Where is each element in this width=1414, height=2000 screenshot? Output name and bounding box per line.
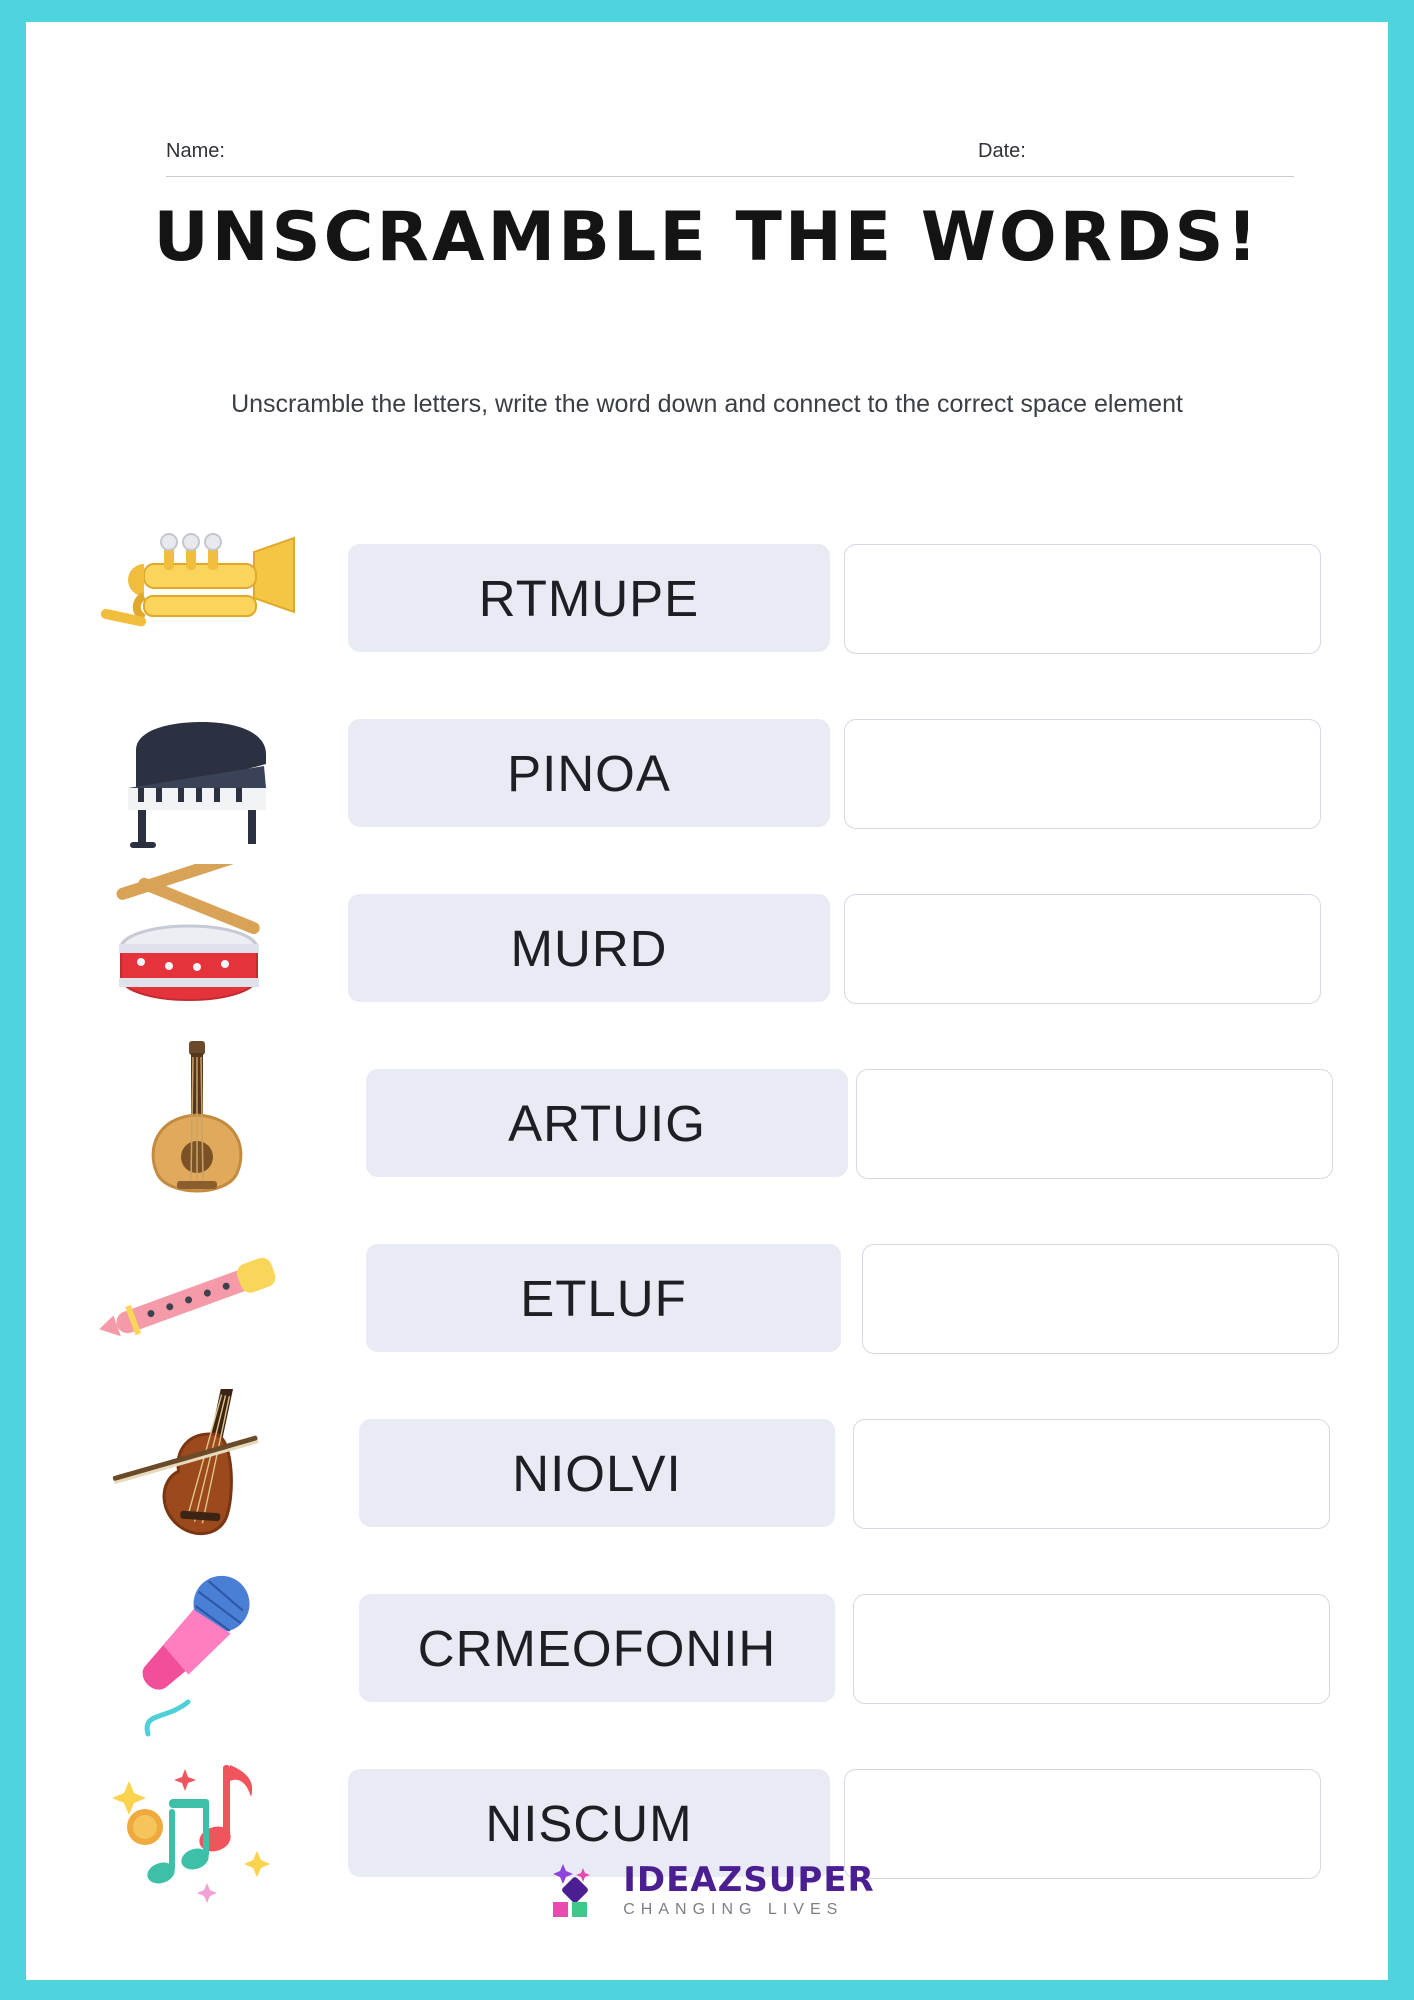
puzzle-row [26,1564,1388,1739]
scrambled-word-box [359,1419,835,1527]
footer-logo [26,1859,1388,1918]
scrambled-word: ETLUF [520,1269,687,1327]
scrambled-word: PINOA [507,744,671,802]
scrambled-word-box [359,1594,835,1702]
scrambled-word-box [366,1244,841,1352]
violin-icon [81,1389,311,1564]
page-subtitle: Unscramble the letters, write the word down and connect to the correct space element [231,390,1183,418]
piano-icon [81,689,311,864]
microphone-icon [81,1564,311,1739]
flute-icon [81,1214,311,1389]
page-title: UNSCRAMBLE THE WORDS! [153,198,1261,277]
trumpet-icon [81,514,311,689]
scrambled-word: MURD [510,919,668,977]
puzzle-row [26,1214,1388,1389]
answer-input[interactable] [856,1069,1333,1179]
answer-input[interactable] [853,1419,1330,1529]
answer-input[interactable] [844,894,1321,1004]
scrambled-word: CRMEOFONIH [417,1619,777,1677]
answer-input[interactable] [844,544,1321,654]
scrambled-word-box [366,1069,848,1177]
answer-input[interactable] [844,719,1321,829]
logo-name: IDEAZSUPER [623,1859,875,1900]
scrambled-word: ARTUIG [508,1094,706,1152]
scrambled-word: NISCUM [485,1794,693,1852]
scrambled-word-box [348,894,830,1002]
scrambled-word: RTMUPE [478,569,700,627]
puzzle-row [26,1039,1388,1214]
logo-mark-icon [539,1862,609,1918]
student-info-row [166,132,1294,177]
puzzle-row [26,514,1388,689]
guitar-icon [81,1039,311,1214]
worksheet-page [26,22,1388,1980]
scrambled-word-box [348,544,830,652]
logo-text [623,1859,875,1918]
scrambled-word-box [348,719,830,827]
scrambled-word: NIOLVI [512,1444,682,1502]
puzzle-rows [26,514,1388,1914]
answer-input[interactable] [862,1244,1339,1354]
puzzle-row [26,864,1388,1039]
date-label: Date: [978,140,1026,162]
drum-icon [81,864,311,1039]
puzzle-row [26,1389,1388,1564]
answer-input[interactable] [853,1594,1330,1704]
name-label: Name: [166,140,225,162]
logo-tagline: CHANGING LIVES [623,1900,844,1918]
puzzle-row [26,689,1388,864]
